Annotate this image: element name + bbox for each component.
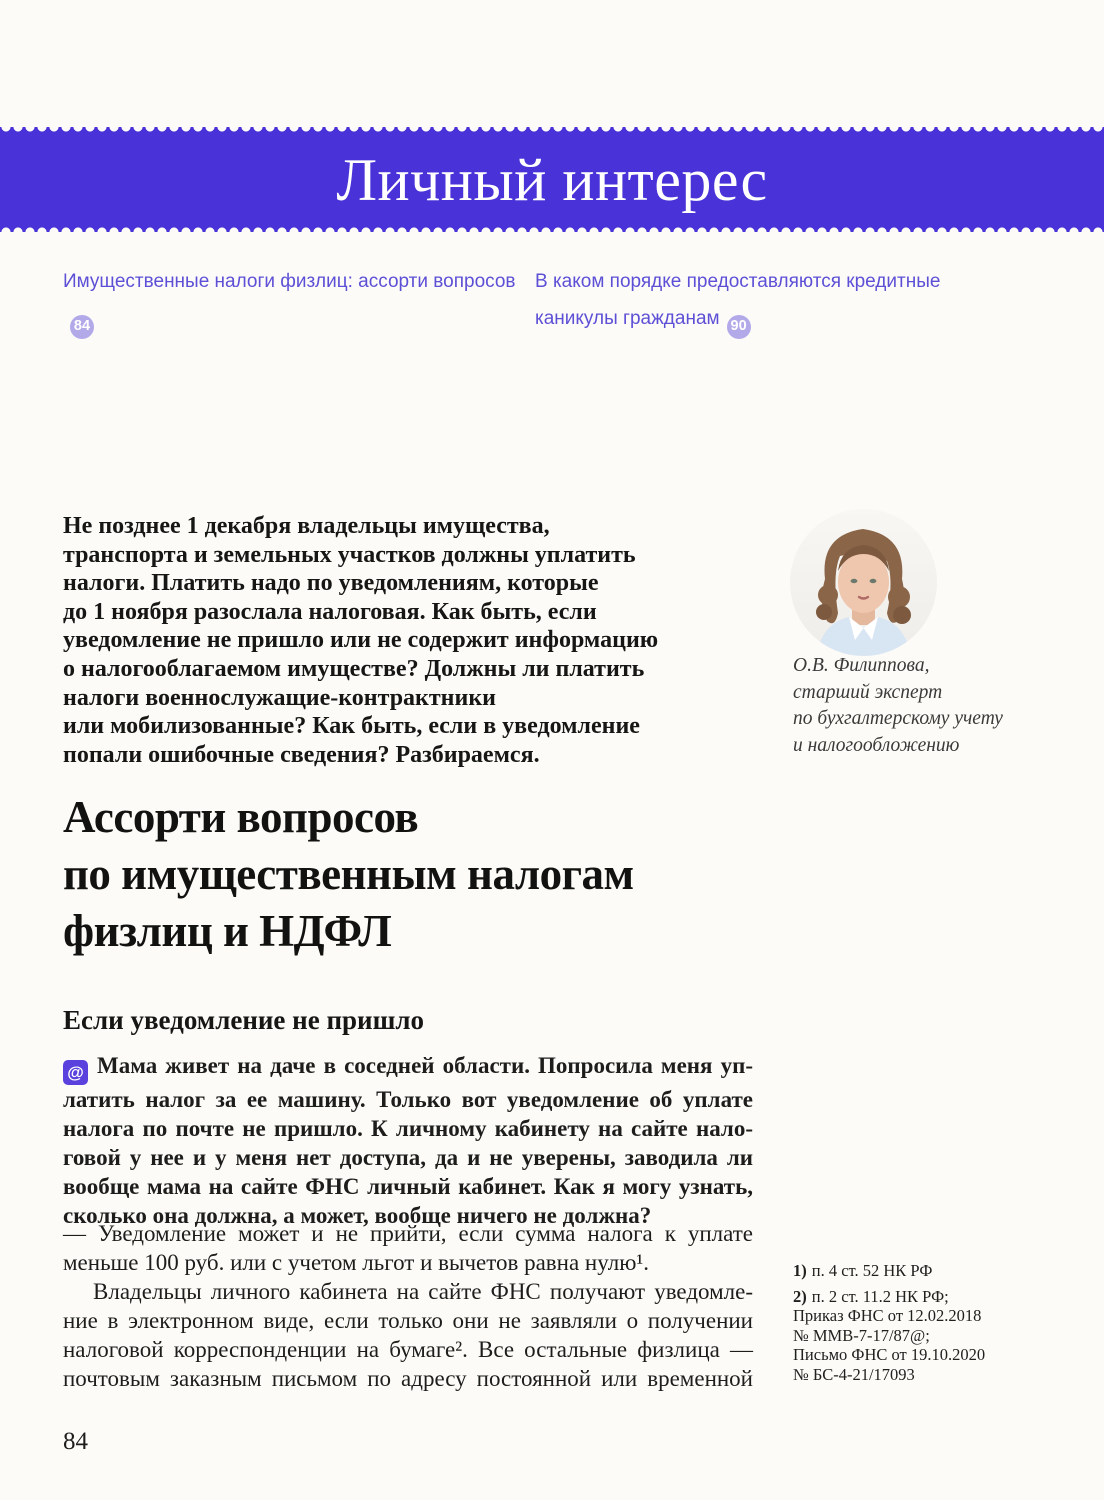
question-line [63,1051,753,1085]
page-ref-badge[interactable]: 84 [70,315,94,339]
answer-line: — Уведомление может и не прийти, если сумма налога к уплате [63,1221,753,1246]
lede-line: попали ошибочные сведения? Разбираемся. [63,741,540,768]
answer-line: налоговой корреспонденции на бумаге². Все остальные физлица — [63,1337,753,1362]
lede-line: до 1 ноября разослала налоговая. Как быть, если [63,598,597,625]
toc-item-label: Имущественные налоги физлиц: ассорти вопросов [63,271,516,292]
author-caption [793,653,1053,759]
author-name: О.В. Филиппова, [793,655,930,676]
article-title-line: Ассорти вопросов [63,792,419,842]
footnote-item [793,1287,1058,1385]
footnotes [793,1261,1058,1390]
footnote-number: 2) [793,1286,807,1306]
lede-line: о налогооблагаемом имуществе? Должны ли платить [63,655,645,682]
lede-line: транспорта и земельных участков должны уплатить [63,541,636,568]
person-portrait-icon [790,509,937,656]
question-paragraph [63,1051,753,1230]
question-line: говой у нее и у меня нет доступа, да и не уверены, заводила ли [63,1145,753,1170]
rubric-title: Личный интерес [336,147,768,213]
toc-item-label: В каком порядке предоставляются кредитные каникулы гражданам [535,271,941,329]
question-line: вообще мама на сайте ФНС личный кабинет. Как я могу узнать, [63,1174,753,1199]
author-caption-line: старший эксперт [793,681,943,703]
lede-line: или мобилизованные? Как быть, если в уведомление [63,713,640,740]
page-ref-badge[interactable]: 90 [727,315,751,339]
footnote-line [793,1261,1058,1281]
question-line-text: Мама живет на даче в соседней области. Попросила меня уп- [97,1053,753,1078]
lede-line: Не позднее 1 декабря владельцы имущества, [63,513,550,539]
article-title [63,789,883,960]
footnote-line: № ММВ-7-17/87@; [793,1325,930,1345]
footnote-line: Письмо ФНС от 19.10.2020 [793,1345,986,1364]
article-title-line: физлиц и НДФЛ [63,906,392,956]
rubric-banner [0,127,1104,232]
footnote-line: Приказ ФНС от 12.02.2018 [793,1306,982,1325]
author-photo [790,509,937,656]
footnote-item [793,1261,1058,1281]
page-number: 84 [63,1428,88,1455]
toc-item-credit-holidays[interactable] [535,263,980,339]
footnote-line: № БС-4-21/17093 [793,1364,915,1384]
article-title-line: по имущественным налогам [63,849,634,899]
answer-line: ние в электронном виде, если только они не заявляли о получении [63,1308,753,1333]
answer-line: почтовым заказным письмом по адресу постоянной или временной [63,1366,753,1391]
email-at-icon: @ [63,1060,88,1085]
footnote-line [793,1287,1058,1307]
question-line: латить налог за ее машину. Только вот уведомление об уплате [63,1087,753,1112]
lede-line: налоги военнослужащие-контрактники [63,684,496,711]
section-heading: Если уведомление не пришло [63,1005,425,1035]
answer-line: меньше 100 руб. или с учетом льгот и вычетов равна нулю¹. [63,1250,650,1275]
answer-line: Владельцы личного кабинета на сайте ФНС получают уведомле- [93,1279,753,1304]
author-caption-line: и налогообложению [793,734,960,756]
answer-paragraphs [63,1219,753,1393]
lede-line: налоги. Платить надо по уведомлениям, которые [63,570,599,597]
lede-paragraph [63,512,753,769]
question-line: налога по почте не пришло. К личному кабинету на сайте нало- [63,1116,753,1141]
footnote-text: п. 2 ст. 11.2 НК РФ; [811,1286,949,1306]
footnote-number: 1) [793,1261,807,1280]
question-line: сколько она должна, а может, вообще ничего не должна? [63,1203,652,1228]
lede-line: уведомление не пришло или не содержит информацию [63,627,659,654]
footnote-text: п. 4 ст. 52 НК РФ [811,1261,933,1280]
toc-item-property-taxes[interactable] [63,263,523,339]
author-caption-line: по бухгалтерскому учету [793,708,1003,729]
